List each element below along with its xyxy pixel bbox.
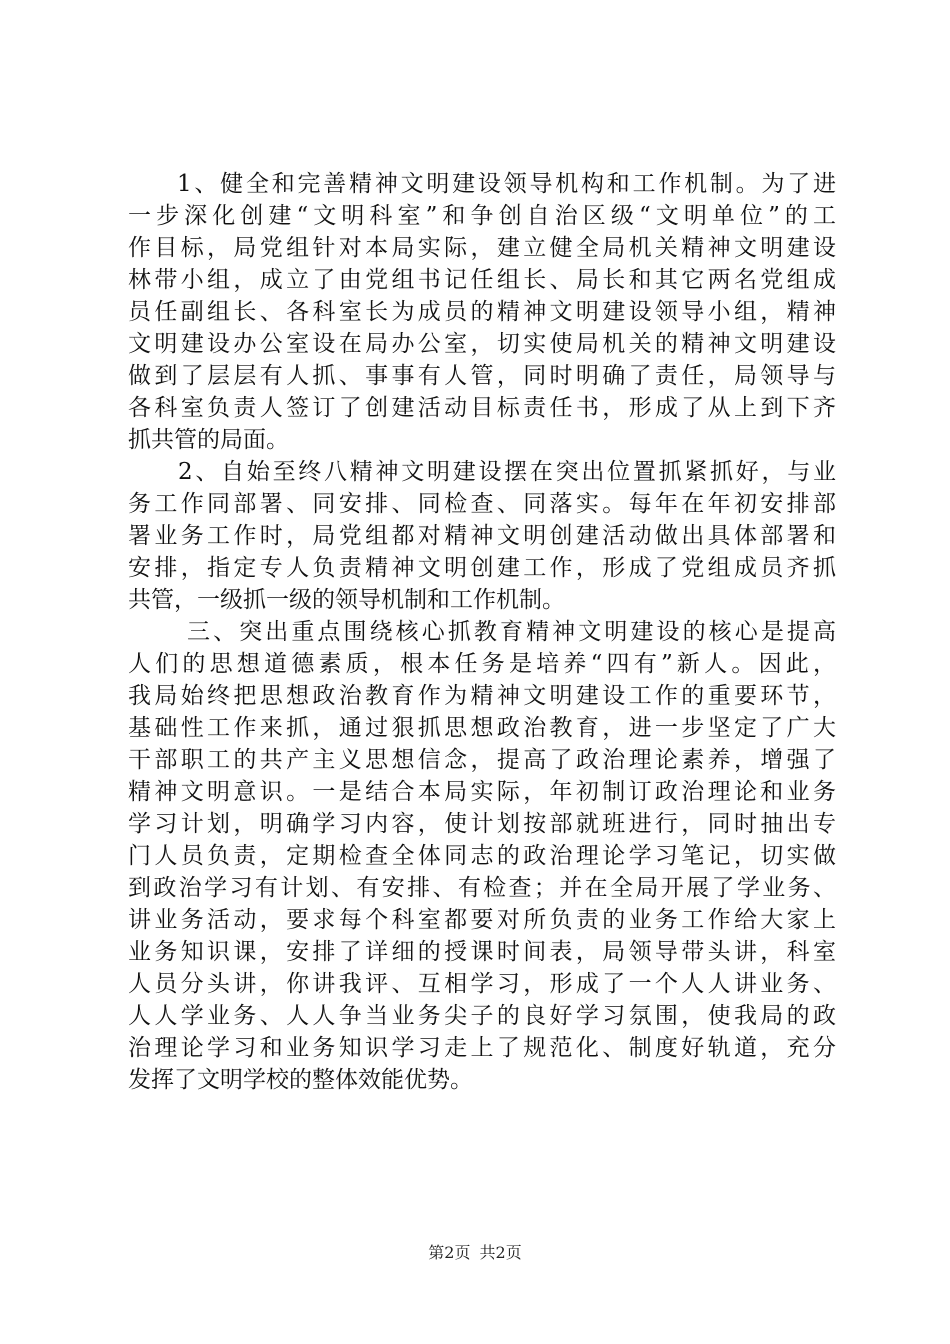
text-line: 我局始终把思想政治教育作为精神文明建设工作的重要环节， (128, 683, 836, 709)
paragraph-2 (128, 456, 836, 616)
page-number: 第2页 (428, 1243, 471, 1262)
text-line: 精神文明意识。一是结合本局实际，年初制订政治理论和业务 (128, 779, 836, 805)
text-line: 到政治学习有计划、有安排、有检查；并在全局开展了学业务、 (128, 875, 836, 901)
text-line: 文明建设办公室设在局办公室，切实使局机关的精神文明建设 (128, 331, 836, 357)
text-line: 人们的思想道德素质，根本任务是培养“四有”新人。因此， (128, 651, 836, 677)
text-line: 员任副组长、各科室长为成员的精神文明建设领导小组，精神 (128, 299, 836, 325)
text-line: 治理论学习和业务知识学习走上了规范化、制度好轨道，充分 (128, 1035, 836, 1061)
text-line: 做到了层层有人抓、事事有人管，同时明确了责任，局领导与 (128, 363, 836, 389)
text-line: 人人学业务、人人争当业务尖子的良好学习氛围，使我局的政 (128, 1003, 836, 1029)
text-line: 共管，一级抓一级的领导机制和工作机制。 (128, 587, 565, 613)
text-line: 各科室负责人签订了创建活动目标责任书，形成了从上到下齐 (128, 395, 836, 421)
text-line: 业务知识课，安排了详细的授课时间表，局领导带头讲，科室 (128, 939, 836, 965)
text-line: 1、健全和完善精神文明建设领导机构和工作机制。为了进 (177, 171, 836, 197)
text-line: 发挥了文明学校的整体效能优势。 (128, 1067, 473, 1093)
text-line: 干部职工的共产主义思想信念，提高了政治理论素养，增强了 (128, 747, 836, 773)
text-line: 务工作同部署、同安排、同检查、同落实。每年在年初安排部 (128, 491, 836, 517)
text-line: 基础性工作来抓，通过狠抓思想政治教育，进一步坚定了广大 (128, 715, 836, 741)
text-line: 安排，指定专人负责精神文明创建工作，形成了党组成员齐抓 (128, 555, 836, 581)
page-footer (0, 1243, 950, 1263)
text-line: 2、自始至终八精神文明建设摆在突出位置抓紧抓好，与业 (178, 459, 836, 485)
paragraph-3 (128, 616, 836, 1096)
text-line: 作目标，局党组针对本局实际，建立健全局机关精神文明建设 (128, 235, 836, 261)
paragraph-1 (128, 168, 836, 456)
text-line: 学习计划，明确学习内容，使计划按部就班进行，同时抽出专 (128, 811, 836, 837)
text-line: 署业务工作时，局党组都对精神文明创建活动做出具体部署和 (128, 523, 836, 549)
page-total: 共2页 (479, 1243, 522, 1262)
text-line: 林带小组，成立了由党组书记任组长、局长和其它两名党组成 (128, 267, 836, 293)
text-line: 抓共管的局面。 (128, 427, 289, 453)
text-line: 一步深化创建“文明科室”和争创自治区级“文明单位”的工 (128, 203, 836, 229)
text-line: 门人员负责，定期检查全体同志的政治理论学习笔记，切实做 (128, 843, 836, 869)
document-body (128, 168, 836, 1096)
text-line: 讲业务活动，要求每个科室都要对所负责的业务工作给大家上 (128, 907, 836, 933)
text-line: 人员分头讲，你讲我评、互相学习，形成了一个人人讲业务、 (128, 971, 836, 997)
text-line: 三、突出重点围绕核心抓教育精神文明建设的核心是提高 (187, 619, 836, 645)
